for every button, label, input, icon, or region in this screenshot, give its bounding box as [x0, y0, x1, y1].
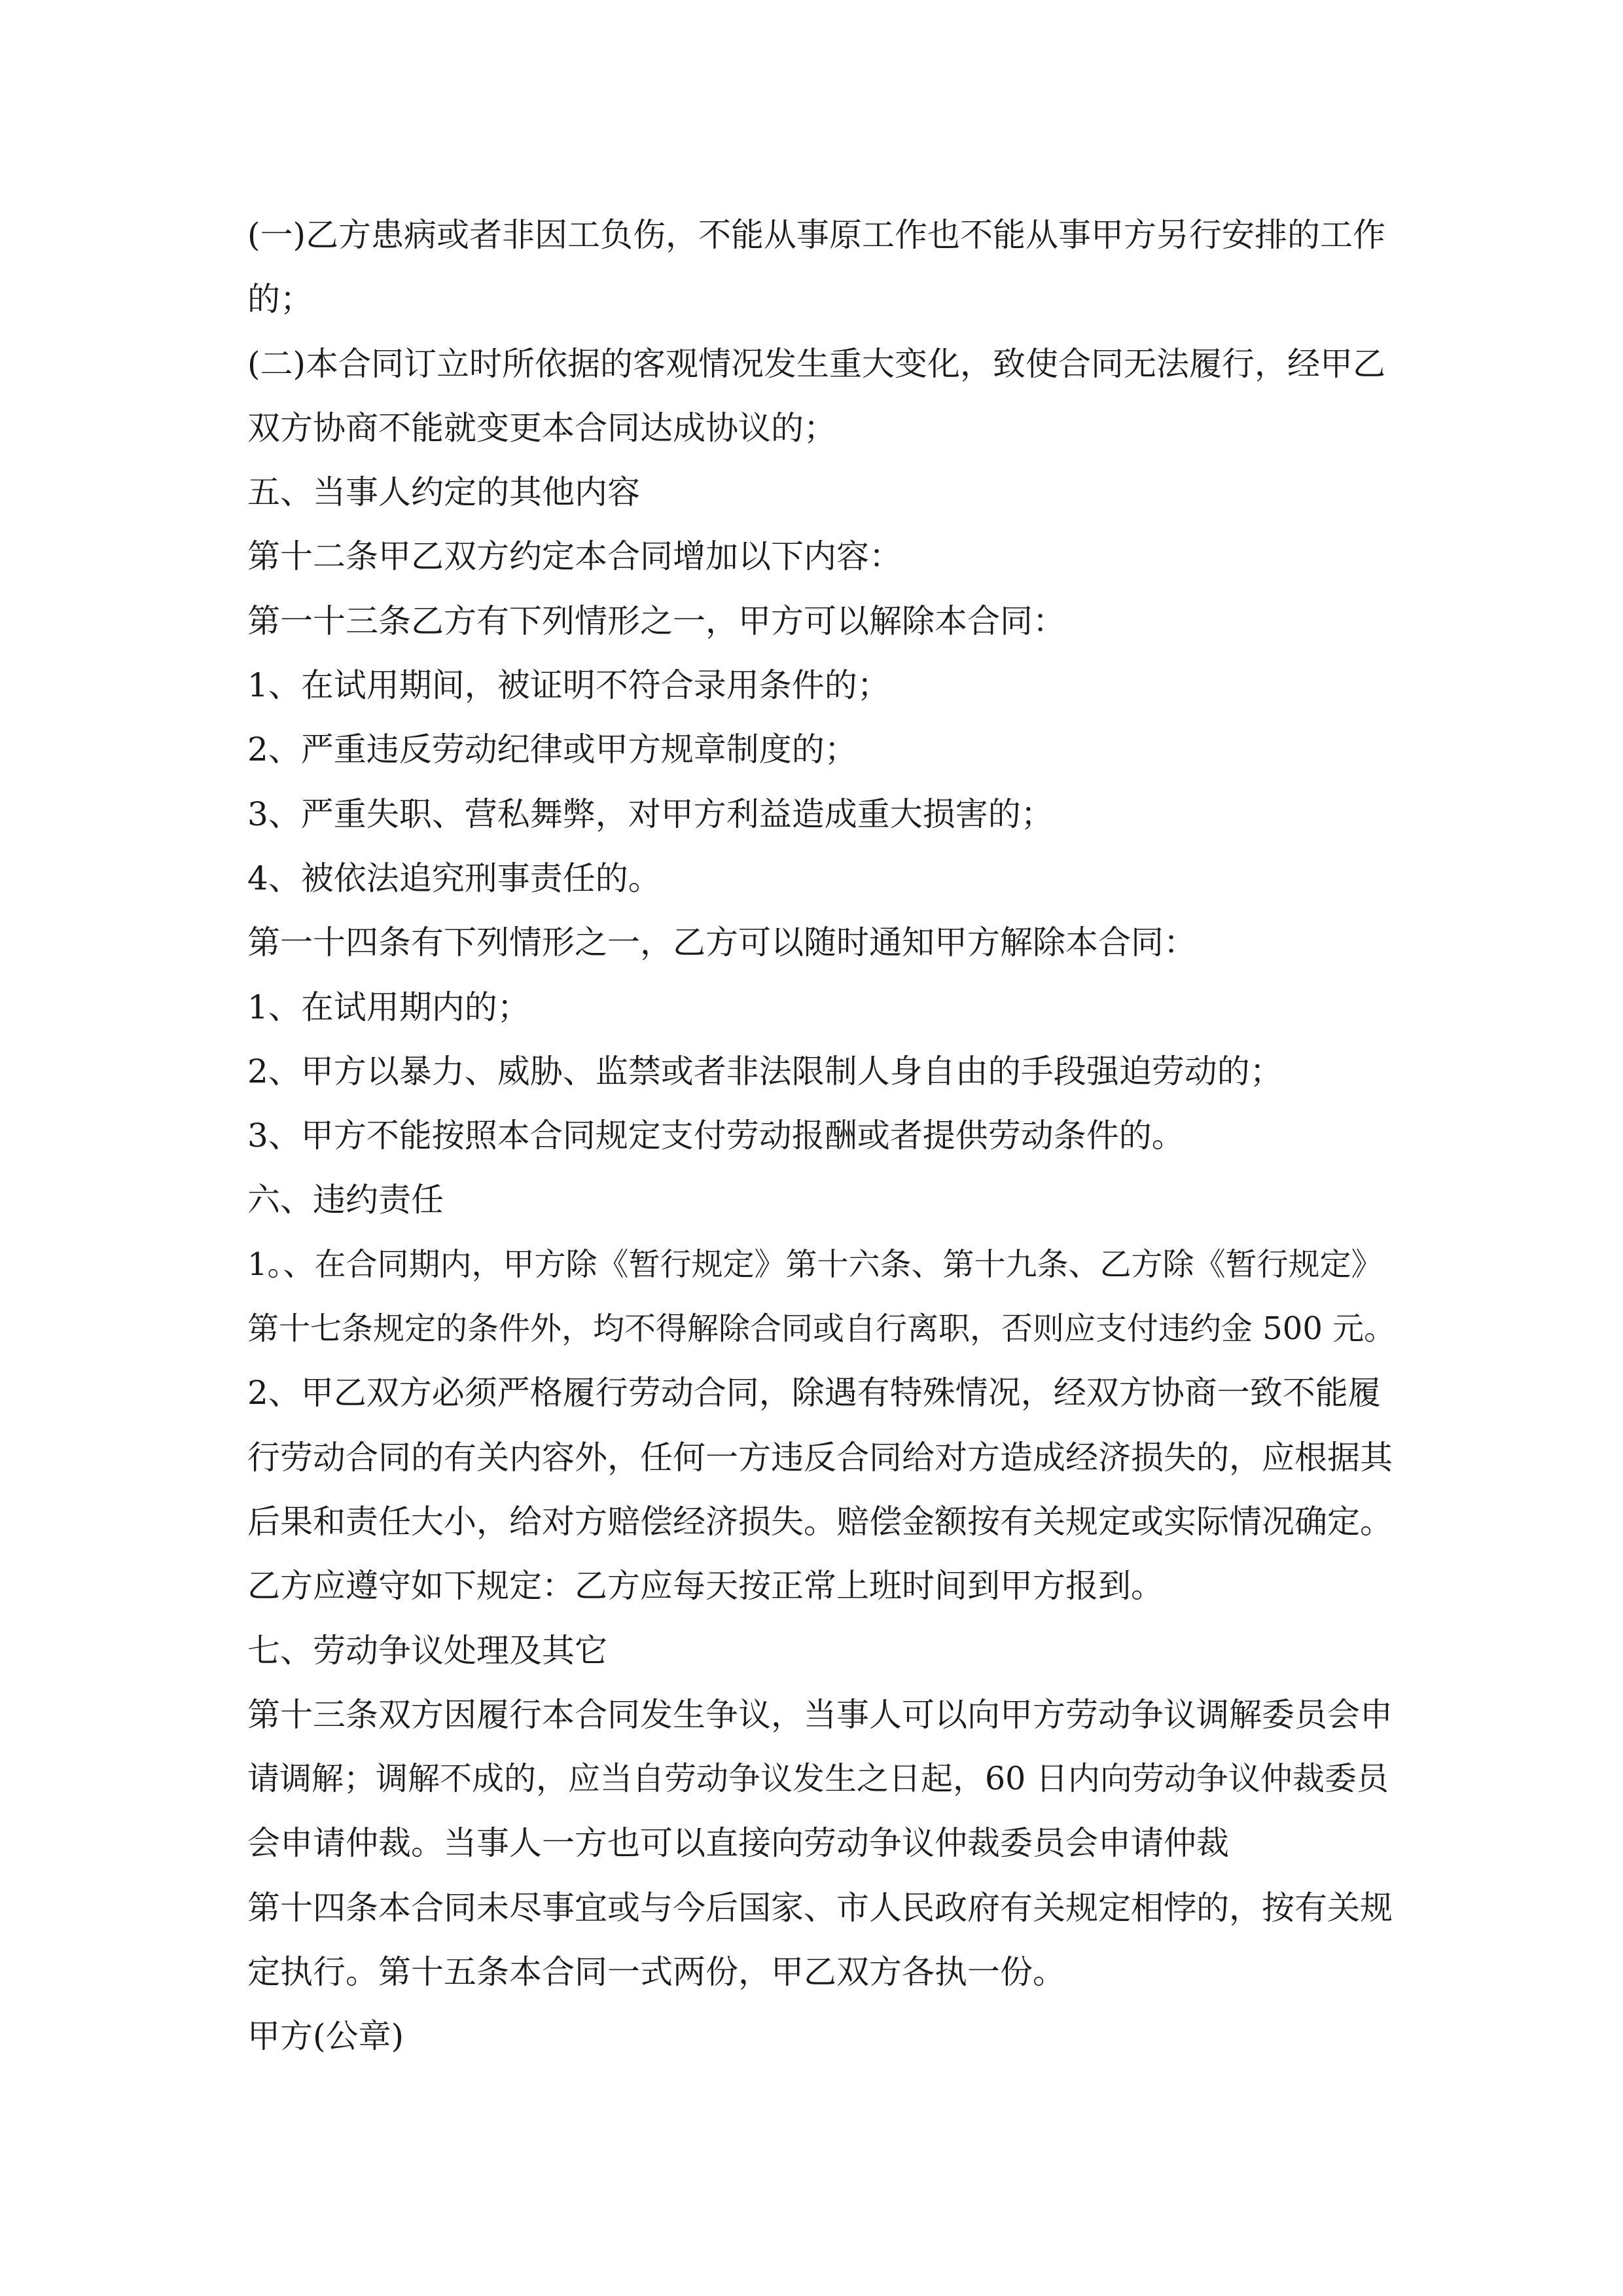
text-line: 请调解；调解不成的，应当自劳动争议发生之日起，60 日内向劳动争议仲裁委员 — [247, 1760, 1389, 1798]
text-line: 乙方应遵守如下规定：乙方应每天按正常上班时间到甲方报到。 — [247, 1567, 1164, 1605]
list-item: 1。、在合同期内，甲方除《暂行规定》第十六条、第十九条、乙方除《暂行规定》 — [247, 1246, 1383, 1283]
text-line: 第十三条双方因履行本合同发生争议，当事人可以向甲方劳动争议调解委员会申 — [247, 1695, 1393, 1734]
text-line: 第十二条甲乙双方约定本合同增加以下内容： — [247, 537, 902, 576]
section-heading: 五、当事人约定的其他内容 — [247, 473, 640, 512]
document-body — [247, 203, 1396, 2069]
list-item: 3、严重失职、营私舞弊，对甲方利益造成重大损害的； — [247, 795, 1054, 833]
text-line: (二)本合同订立时所依据的客观情况发生重大变化，致使合同无法履行，经甲乙 — [247, 344, 1386, 383]
section-heading: 六、违约责任 — [247, 1181, 444, 1219]
text-line: 行劳动合同的有关内容外，任何一方违反合同给对方造成经济损失的，应根据其 — [247, 1438, 1393, 1477]
list-item: 1、在试用期间，被证明不符合录用条件的； — [247, 666, 890, 705]
list-item: 2、甲方以暴力、威胁、监禁或者非法限制人身自由的手段强迫劳动的； — [247, 1052, 1283, 1090]
text-line: (一)乙方患病或者非因工负伤，不能从事原工作也不能从事甲方另行安排的工作 — [247, 216, 1386, 254]
text-line: 第一十三条乙方有下列情形之一，甲方可以解除本合同： — [247, 601, 1065, 640]
list-item: 4、被依法追究刑事责任的。 — [247, 859, 661, 897]
signature-label: 甲方(公章) — [247, 2017, 404, 2056]
text-line: 第一十四条有下列情形之一，乙方可以随时通知甲方解除本合同： — [247, 924, 1196, 962]
list-item: 2、甲乙双方必须严格履行劳动合同，除遇有特殊情况，经双方协商一致不能履 — [247, 1374, 1381, 1412]
list-item: 1、在试用期内的； — [247, 988, 530, 1026]
section-heading: 七、劳动争议处理及其它 — [247, 1631, 607, 1670]
text-line: 定执行。第十五条本合同一式两份，甲乙双方各执一份。 — [247, 1953, 1065, 1992]
text-line: 第十七条规定的条件外，均不得解除合同或自行离职，否则应支付违约金 500 元。 — [247, 1310, 1396, 1348]
text-line: 的； — [247, 280, 313, 319]
text-line: 会申请仲裁。当事人一方也可以直接向劳动争议仲裁委员会申请仲裁 — [247, 1824, 1229, 1863]
list-item: 2、严重违反劳动纪律或甲方规章制度的； — [247, 730, 857, 769]
text-line: 第十四条本合同未尽事宜或与今后国家、市人民政府有关规定相悖的，按有关规 — [247, 1888, 1393, 1927]
text-line: 后果和责任大小，给对方赔偿经济损失。赔偿金额按有关规定或实际情况确定。 — [247, 1502, 1393, 1541]
text-line: 双方协商不能就变更本合同达成协议的； — [247, 408, 836, 447]
list-item: 3、甲方不能按照本合同规定支付劳动报酬或者提供劳动条件的。 — [247, 1117, 1185, 1155]
